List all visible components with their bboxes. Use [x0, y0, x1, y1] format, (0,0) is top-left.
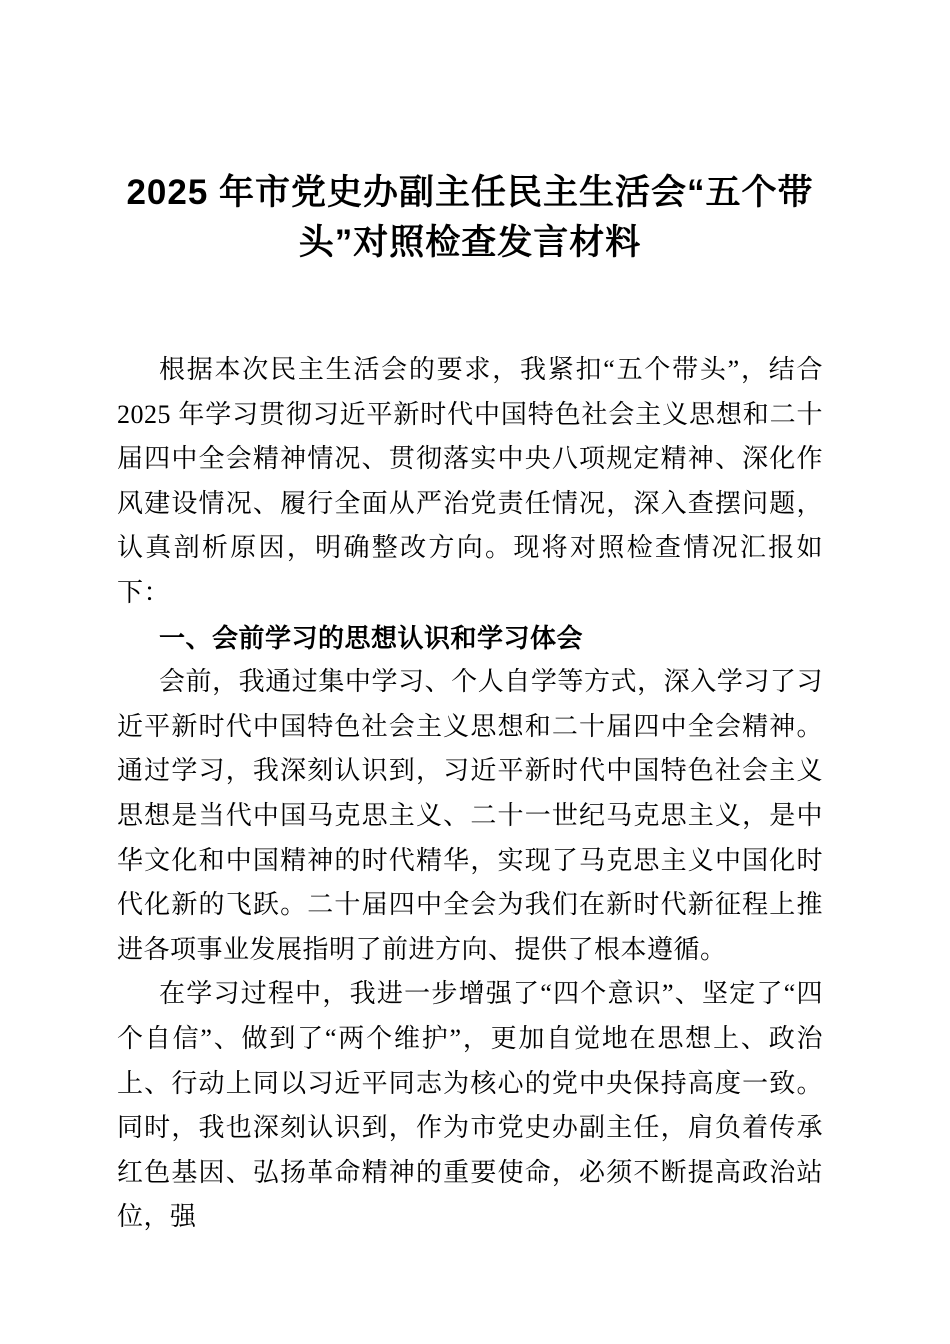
paragraph-pre-meeting-study: 会前，我通过集中学习、个人自学等方式，深入学习了习近平新时代中国特色社会主义思想和二十届四中全会精神。通过学习，我深刻认识到，习近平新时代中国特色社会主义思想是当代中国马克思主义、二十一世纪马克思主义，是中华文化和中国精神的时代精华，实现了马克思主义中国化时代化新的飞跃。二十届四中全会为我们在新时代新征程上推进各项事业发展指明了前进方向、提供了根本遵循。 — [117, 667, 823, 964]
document-title — [117, 168, 823, 268]
title-line-1: 2025 年市党史办副主任民主生活会“五个带 — [126, 173, 814, 212]
title-line-2: 头”对照检查发言材料 — [298, 223, 642, 262]
section-heading-1: 一、会前学习的思想认识和学习体会 — [159, 622, 584, 653]
document-body — [117, 348, 823, 1240]
paragraph-study-process: 在学习过程中，我进一步增强了“四个意识”、坚定了“四个自信”、做到了“两个维护”，更加自觉地在思想上、政治上、行动上同以习近平同志为核心的党中央保持高度一致。同时，我也深刻认识到，作为市党史办副主任，肩负着传承红色基因、弘扬革命精神的重要使命，必须不断提高政治站位，强 — [117, 979, 823, 1232]
paragraph-intro: 根据本次民主生活会的要求，我紧扣“五个带头”，结合 2025 年学习贯彻习近平新时代中国特色社会主义思想和二十届四中全会精神情况、贯彻落实中央八项规定精神、深化作风建设情况、履行全面从严治党责任情况，深入查摆问题，认真剖析原因，明确整改方向。现将对照检查情况汇报如下： — [117, 355, 823, 607]
